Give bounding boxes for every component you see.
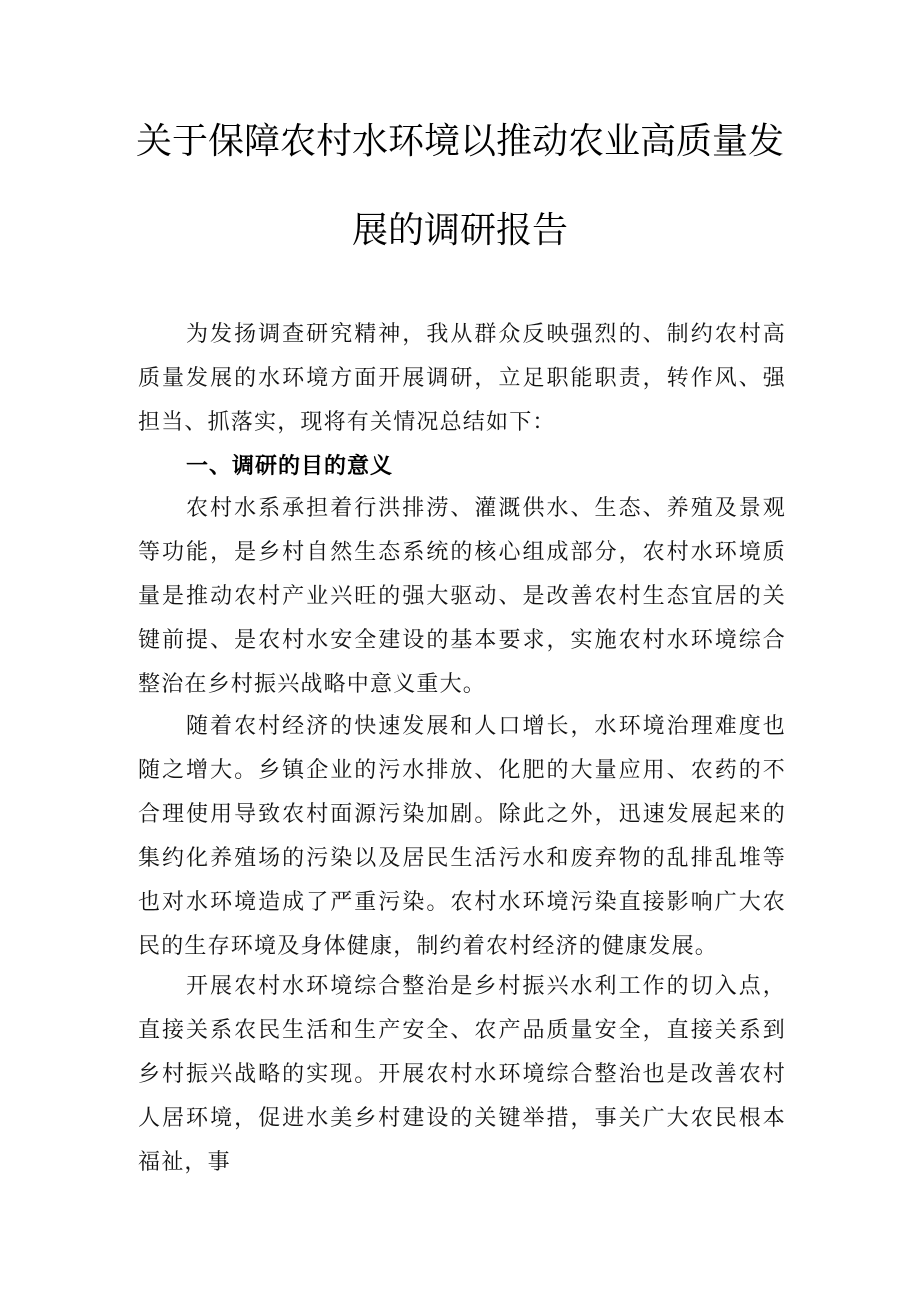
body-paragraph-3: 开展农村水环境综合整治是乡村振兴水利工作的切入点，直接关系农民生活和生产安全、农产品质量安全，直接关系到乡村振兴战略的实现。开展农村水环境综合整治也是改善农村人居环境，促进水美乡村建设的关键举措，事关广大农民根本福祉，事 bbox=[138, 974, 786, 1175]
section-heading: 一、调研的目的意义 bbox=[186, 454, 394, 479]
document-title-line-2: 展的调研报告 bbox=[351, 210, 568, 251]
intro-paragraph: 为发扬调查研究精神，我从群众反映强烈的、制约农村高质量发展的水环境方面开展调研，立足职能职责，转作风、强担当、抓落实，现将有关情况总结如下： bbox=[138, 322, 786, 435]
body-paragraph-1: 农村水系承担着行洪排涝、灌溉供水、生态、养殖及景观等功能，是乡村自然生态系统的核心组成部分，农村水环境质量是推动农村产业兴旺的强大驱动、是改善农村生态宜居的关键前提、是农村水安全建设的基本要求，实施农村水环境综合整治在乡村振兴战略中意义重大。 bbox=[138, 496, 786, 697]
document-title-line-1: 关于保障农村水环境以推动农业高质量发 bbox=[135, 121, 784, 162]
body-paragraph-2: 随着农村经济的快速发展和人口增长，水环境治理难度也随之增大。乡镇企业的污水排放、化肥的大量应用、农药的不合理使用导致农村面源污染加剧。除此之外，迅速发展起来的集约化养殖场的污染以及居民生活污水和废弃物的乱排乱堆等也对水环境造成了严重污染。农村水环境污染直接影响广大农民的生存环境及身体健康，制约着农村经济的健康发展。 bbox=[138, 714, 786, 959]
